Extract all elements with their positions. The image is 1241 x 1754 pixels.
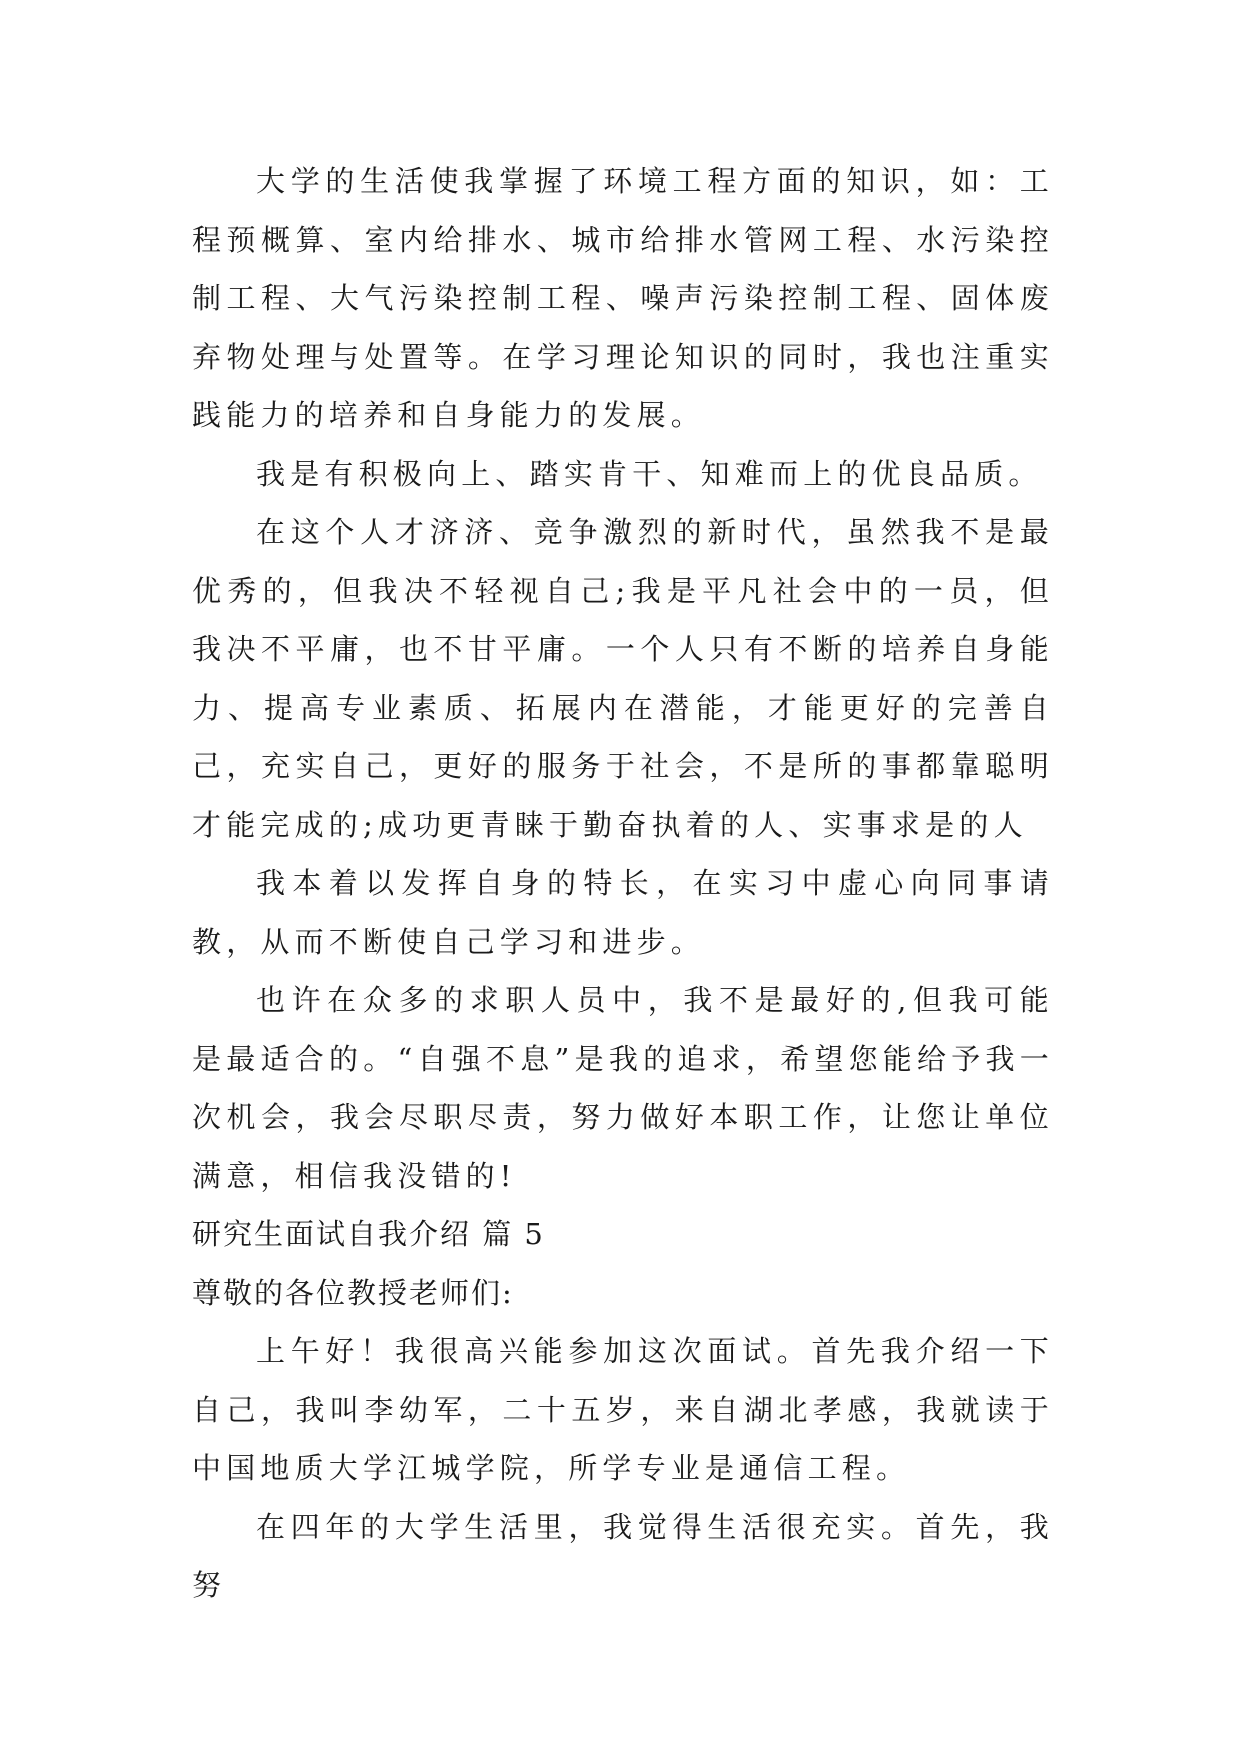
section-heading: 研究生面试自我介绍 篇 5 [192, 1217, 545, 1251]
salutation: 尊敬的各位教授老师们: [192, 1275, 514, 1310]
document-body [192, 152, 1054, 1615]
paragraph-qualities: 我是有积极向上、踏实肯干、知难而上的优良品质。 [256, 456, 1043, 491]
paragraph-internship: 我本着以发挥自身的特长，在实习中虚心向同事请教，从而不断使自己学习和进步。 [192, 866, 1054, 959]
paragraph-environment-knowledge: 大学的生活使我掌握了环境工程方面的知识，如：工程预概算、室内给排水、城市给排水管网工程、水污染控制工程、大气污染控制工程、噪声污染控制工程、固体废弃物处理与处置等。在学习理论知识的同时，我也注重实践能力的培养和自身能力的发展。 [192, 164, 1054, 432]
paragraph-closing: 也许在众多的求职人员中，我不是最好的,但我可能是最适合的。“自强不息”是我的追求，希望您能给予我一次机会，我会尽职尽责，努力做好本职工作，让您让单位满意，相信我没错的! [192, 983, 1054, 1193]
paragraph-new-era: 在这个人才济济、竞争激烈的新时代，虽然我不是最优秀的，但我决不轻视自己;我是平凡社会中的一员，但我决不平庸，也不甘平庸。一个人只有不断的培养自身能力、提高专业素质、拓展内在潜能，才能更好的完善自己，充实自己，更好的服务于社会，不是所的事都靠聪明才能完成的;成功更青睐于勤奋执着的人、实事求是的人 [192, 515, 1054, 842]
paragraph-greeting: 上午好！我很高兴能参加这次面试。首先我介绍一下自己，我叫李幼军，二十五岁，来自湖北孝感，我就读于中国地质大学江城学院，所学专业是通信工程。 [192, 1334, 1054, 1485]
paragraph-university-life: 在四年的大学生活里，我觉得生活很充实。首先，我努 [192, 1509, 1054, 1602]
